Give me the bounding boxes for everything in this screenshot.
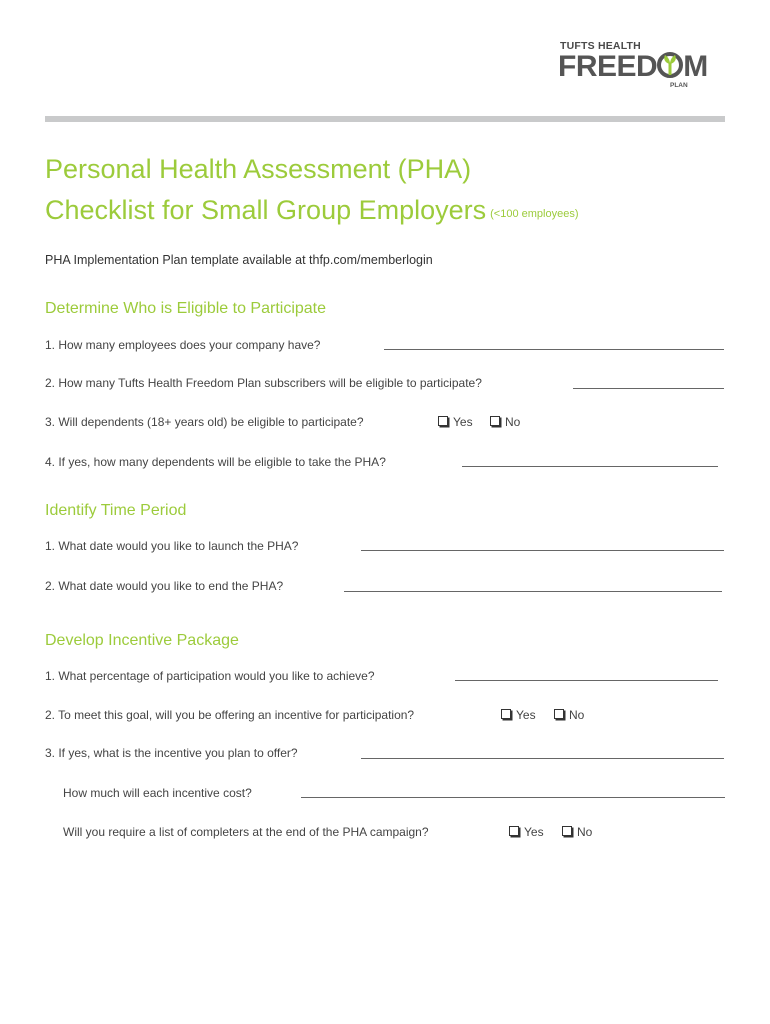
checkbox-icon (490, 416, 500, 426)
answer-line-dependents-count[interactable] (462, 466, 718, 467)
header-divider (45, 116, 725, 122)
checkbox-icon (562, 826, 572, 836)
checkbox-label: No (569, 708, 585, 722)
answer-line-employees[interactable] (384, 349, 724, 350)
question-participation-percent: 1. What percentage of participation would you like to achieve? (45, 669, 375, 683)
question-subscribers: 2. How many Tufts Health Freedom Plan subscribers will be eligible to participate? (45, 376, 482, 390)
checkbox-label: Yes (524, 825, 544, 839)
question-incentive-type: 3. If yes, what is the incentive you plan to offer? (45, 746, 298, 760)
answer-line-end-date[interactable] (344, 591, 722, 592)
answer-line-incentive-cost[interactable] (301, 797, 725, 798)
logo-wordmark (558, 50, 708, 84)
checkbox-incentive-yes[interactable] (501, 707, 536, 723)
tree-icon (657, 51, 683, 79)
page-title-line2 (45, 193, 579, 231)
checkbox-icon (509, 826, 519, 836)
question-dependents-count: 4. If yes, how many dependents will be eligible to take the PHA? (45, 455, 386, 469)
logo-main-left: FREED (558, 50, 658, 83)
logo-top-text: TUFTS HEALTH (560, 40, 641, 52)
checkbox-dependents-yes[interactable] (438, 414, 473, 430)
checkbox-icon (438, 416, 448, 426)
question-employees: 1. How many employees does your company have? (45, 338, 321, 352)
question-incentive-cost: How much will each incentive cost? (63, 786, 252, 800)
template-note: PHA Implementation Plan template available at thfp.com/memberlogin (45, 253, 433, 267)
page-title-line1: Personal Health Assessment (PHA) (45, 154, 472, 184)
checkbox-completers-no[interactable] (562, 824, 592, 840)
question-end-date: 2. What date would you like to end the PHA? (45, 579, 284, 593)
checkbox-icon (554, 709, 564, 719)
page-title-line2-text: Checklist for Small Group Employers (45, 195, 487, 225)
section-heading-eligible: Determine Who is Eligible to Participate (45, 300, 327, 317)
question-offer-incentive: 2. To meet this goal, will you be offering an incentive for participation? (45, 708, 415, 722)
logo (556, 40, 726, 92)
question-completers-list: Will you require a list of completers at the end of the PHA campaign? (63, 825, 429, 839)
logo-sub-text: PLAN (670, 82, 688, 89)
checkbox-completers-yes[interactable] (509, 824, 544, 840)
answer-line-incentive-type[interactable] (361, 758, 724, 759)
answer-line-participation-percent[interactable] (455, 680, 718, 681)
question-dependents-eligible: 3. Will dependents (18+ years old) be eligible to participate? (45, 415, 364, 429)
checkbox-icon (501, 709, 511, 719)
checkbox-incentive-no[interactable] (554, 707, 584, 723)
title-note: (<100 employees) (490, 208, 579, 220)
question-launch-date: 1. What date would you like to launch the PHA? (45, 539, 299, 553)
checkbox-label: Yes (516, 708, 536, 722)
section-heading-period: Identify Time Period (45, 502, 187, 519)
answer-line-subscribers[interactable] (573, 388, 724, 389)
checkbox-label: No (505, 415, 521, 429)
checkbox-dependents-no[interactable] (490, 414, 520, 430)
section-heading-incentive: Develop Incentive Package (45, 632, 239, 649)
checkbox-label: Yes (453, 415, 473, 429)
answer-line-launch-date[interactable] (361, 550, 724, 551)
checkbox-label: No (577, 825, 593, 839)
logo-main-right: M (683, 50, 708, 83)
